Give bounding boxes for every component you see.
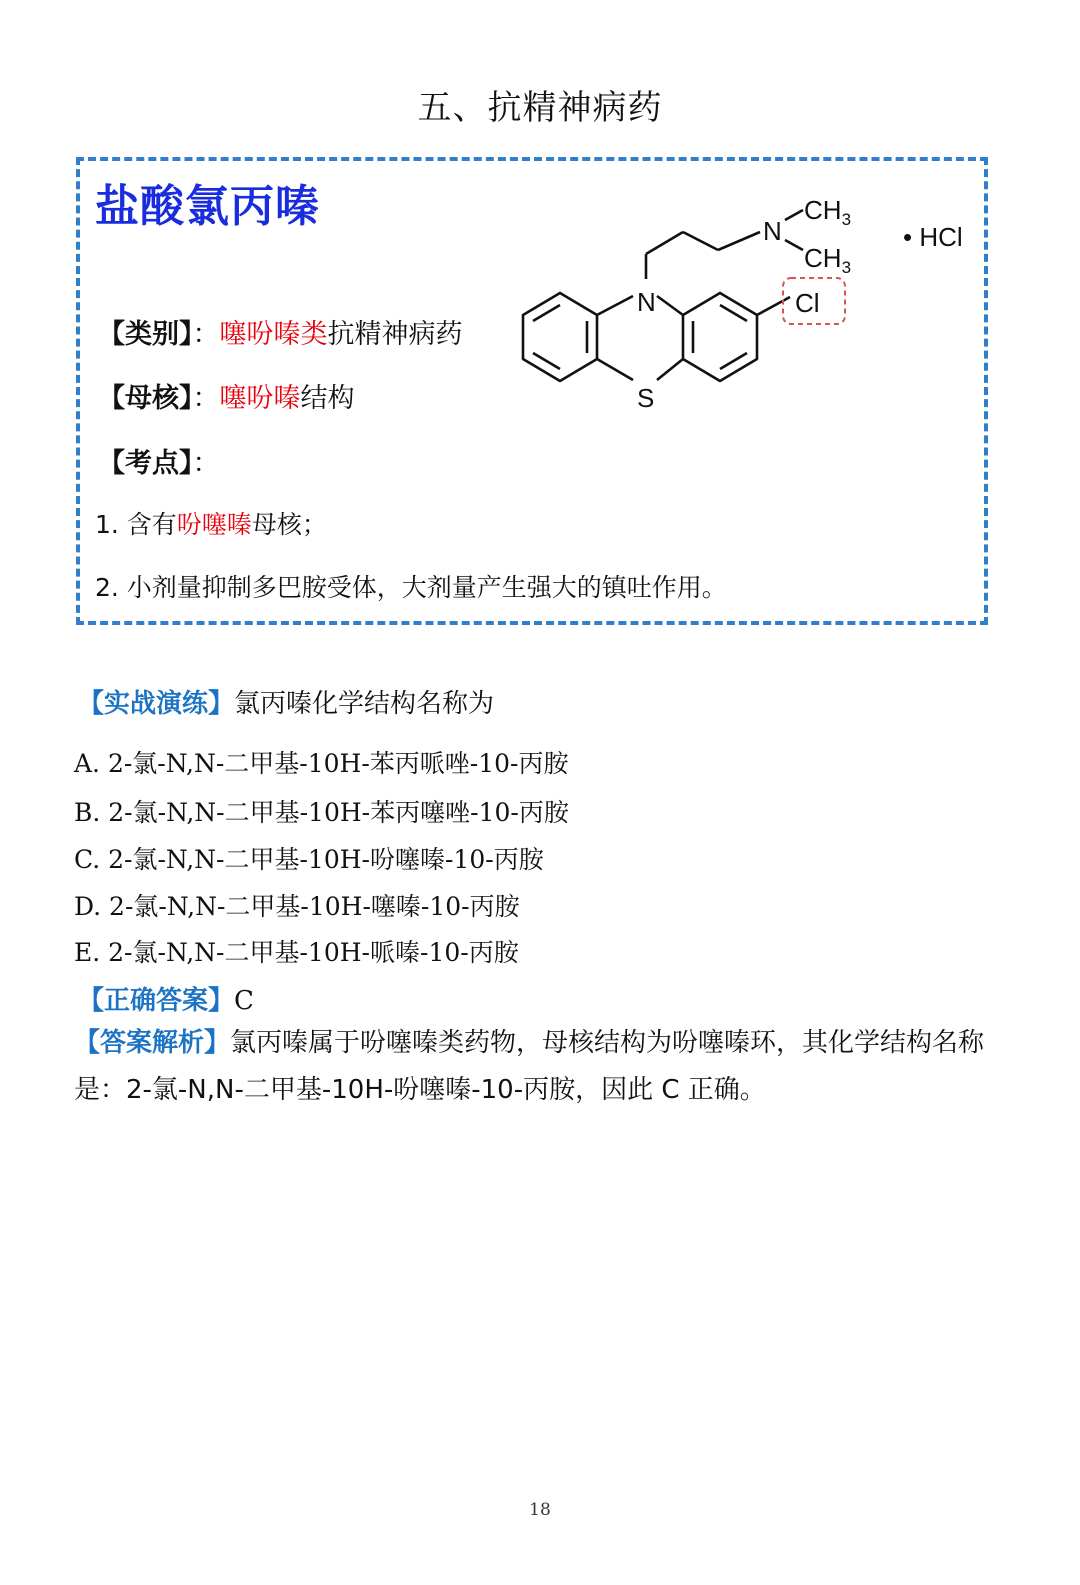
option-b: B. 2-氯-N,N-二甲基-10H-苯丙噻唑-10-丙胺 (74, 798, 569, 827)
answer-label: 【正确答案】 (78, 986, 235, 1016)
option-d: D. 2-氯-N,N-二甲基-10H-噻嗪-10-丙胺 (74, 892, 520, 921)
page-title: 五、抗精神病药 (417, 88, 663, 128)
category-label: 【类别】 (98, 319, 193, 350)
drug-name: 盐酸氯丙嗪 (95, 181, 320, 232)
points-label: 【考点】 (98, 448, 193, 479)
n-ring-label: N (637, 287, 656, 317)
point-1-prefix: 1. 含有 (95, 510, 177, 539)
explain-text: 氯丙嗪属于吩噻嗪类药物，母核结构为吩噻嗪环，其化学结构名称是：2-氯-N,N-二甲基-10H-吩噻嗪-10-丙胺，因此 C 正确。 (74, 1028, 985, 1105)
category-rest: 抗精神病药 (327, 319, 463, 350)
answer-row (78, 980, 254, 1017)
answer-explanation (74, 1020, 1004, 1114)
point-2: 2. 小剂量抑制多巴胺受体，大剂量产生强大的镇吐作用。 (95, 573, 727, 602)
n-amine-label: N (763, 216, 782, 246)
practice-question (78, 683, 494, 720)
point-1-rest: 母核； (251, 510, 327, 539)
explain-label: 【答案解析】 (74, 1028, 231, 1058)
option-c: C. 2-氯-N,N-二甲基-10H-吩噻嗪-10-丙胺 (74, 845, 544, 874)
ch3-top-label: $CH_3$ (804, 195, 852, 229)
option-e: E. 2-氯-N,N-二甲基-10H-哌嗪-10-丙胺 (74, 938, 519, 967)
points-sep: ： (192, 448, 220, 479)
core-rest: 结构 (300, 383, 355, 414)
category-highlight: 噻吩嗪类 (219, 319, 328, 350)
question-text: 氯丙嗪化学结构名称为 (234, 689, 495, 719)
category-row (98, 312, 463, 351)
core-sep: ： (192, 383, 220, 414)
core-row (98, 376, 355, 415)
cl-label: Cl (795, 288, 820, 318)
hcl-label: • HCl (903, 222, 963, 252)
ch3-bottom-label: $CH_3$ (804, 243, 852, 277)
practice-label: 【实战演练】 (78, 689, 235, 719)
page-number: 18 (529, 1500, 551, 1520)
s-ring-label: S (637, 383, 655, 413)
option-a: A. 2-氯-N,N-二甲基-10H-苯丙哌唑-10-丙胺 (74, 749, 569, 778)
category-sep: ： (192, 319, 220, 350)
core-highlight: 噻吩嗪 (219, 383, 301, 414)
point-1 (95, 505, 327, 541)
point-1-highlight: 吩噻嗪 (176, 510, 252, 539)
answer-value: C (234, 986, 254, 1016)
points-row (98, 441, 220, 480)
core-label: 【母核】 (98, 383, 193, 414)
chlorpromazine-structure (505, 182, 985, 422)
